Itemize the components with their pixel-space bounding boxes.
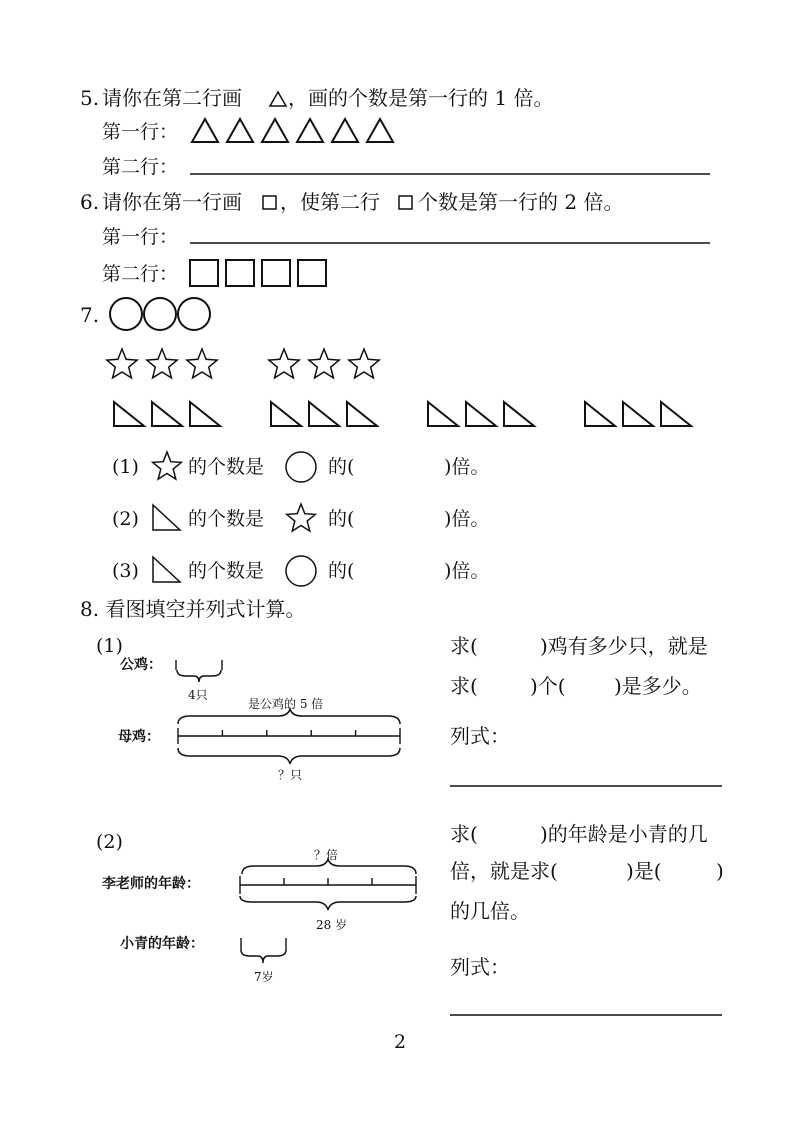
teacher-label: 李老师的年龄： bbox=[102, 876, 200, 892]
hen-label: 母鸡： bbox=[118, 729, 160, 745]
qing-bar bbox=[240, 936, 290, 968]
star-icon bbox=[147, 349, 177, 378]
right-triangle-icon bbox=[623, 402, 653, 426]
q8-title: 8. 看图填空并列式计算。 bbox=[80, 597, 306, 621]
qing-value: 7岁 bbox=[254, 970, 274, 984]
right-triangle-icon bbox=[661, 402, 691, 426]
q7-answer-blank[interactable] bbox=[360, 556, 442, 584]
q7-stars bbox=[106, 346, 396, 382]
triangle-icon bbox=[192, 119, 218, 142]
circle-icon bbox=[178, 298, 210, 330]
q7-item-number: (3) bbox=[112, 560, 139, 582]
square-icon bbox=[190, 260, 218, 286]
p1-formula-line[interactable] bbox=[450, 784, 724, 788]
q5-row1-triangles bbox=[190, 116, 410, 146]
right-triangle-icon bbox=[114, 402, 144, 426]
triangle-icon bbox=[367, 119, 393, 142]
right-triangle-icon bbox=[271, 402, 301, 426]
p2-ask-f: 的几倍。 bbox=[450, 899, 530, 923]
q7-item-end: )倍。 bbox=[444, 508, 490, 530]
circle-icon bbox=[110, 298, 142, 330]
q6-row2-squares bbox=[188, 258, 338, 288]
page-number: 2 bbox=[394, 1031, 407, 1053]
q7-item-text: 的个数是 bbox=[188, 508, 265, 530]
q7-item-of: 的( bbox=[328, 560, 355, 582]
right-triangle-icon bbox=[309, 402, 339, 426]
q7-item-number: (2) bbox=[112, 508, 139, 530]
teacher-top-label: ？倍 bbox=[314, 848, 339, 862]
right-triangle-icon bbox=[152, 402, 182, 426]
p2-ask-a: 求( bbox=[450, 822, 478, 846]
right-triangle-icon bbox=[585, 402, 615, 426]
q7-item-end: )倍。 bbox=[444, 560, 490, 582]
q6-text-c: 个数是第一行的 2 倍。 bbox=[418, 190, 624, 214]
q5-row2-answer-line[interactable] bbox=[190, 172, 712, 176]
q7-item-end: )倍。 bbox=[444, 456, 490, 478]
q7-circles bbox=[108, 296, 228, 332]
q5-row2-label: 第二行： bbox=[102, 156, 179, 178]
q7-answer-blank[interactable] bbox=[360, 452, 442, 480]
star-icon bbox=[150, 450, 184, 484]
hen-bottom-label: ？只 bbox=[278, 768, 303, 782]
star-icon bbox=[187, 349, 217, 378]
p1-ask-b: )鸡有多少只，就是 bbox=[540, 634, 708, 658]
teacher-bottom-label: 28 岁 bbox=[316, 918, 348, 932]
q5-number: 5. bbox=[80, 86, 100, 110]
triangle-icon bbox=[227, 119, 253, 142]
q5-text-b: ，画的个数是第一行的 1 倍。 bbox=[288, 86, 554, 110]
hen-bar bbox=[176, 708, 406, 768]
q7-item-text: 的个数是 bbox=[188, 456, 265, 478]
right-triangle-icon bbox=[347, 402, 377, 426]
p1-formula-label: 列式： bbox=[450, 724, 510, 748]
star-icon bbox=[309, 349, 339, 378]
square-icon bbox=[298, 260, 326, 286]
rooster-bar bbox=[176, 658, 226, 688]
q7-number: 7. bbox=[80, 303, 100, 327]
star-icon bbox=[269, 349, 299, 378]
square-icon bbox=[262, 195, 278, 211]
triangle-icon bbox=[262, 119, 288, 142]
qing-label: 小青的年龄： bbox=[120, 936, 204, 952]
teacher-bar bbox=[238, 858, 423, 912]
right-triangle-icon bbox=[150, 554, 184, 588]
q6-text-b: ，使第二行 bbox=[280, 190, 380, 214]
right-triangle-icon bbox=[428, 402, 458, 426]
hen-top-label: 是公鸡的 5 倍 bbox=[248, 697, 324, 711]
square-icon bbox=[262, 260, 290, 286]
p2-ask-c: 倍，就是求( bbox=[450, 859, 558, 883]
p2-formula-line[interactable] bbox=[450, 1013, 724, 1017]
q7-answer-blank[interactable] bbox=[360, 504, 442, 532]
square-icon bbox=[398, 195, 414, 211]
square-icon bbox=[226, 260, 254, 286]
triangle-icon bbox=[332, 119, 358, 142]
triangle-icon bbox=[268, 90, 288, 108]
p2-ask-b: )的年龄是小青的几 bbox=[540, 822, 708, 846]
q8-p2-number: (2) bbox=[96, 831, 123, 853]
p2-ask-d: )是( bbox=[626, 859, 662, 883]
q7-item-of: 的( bbox=[328, 456, 355, 478]
right-triangle-icon bbox=[466, 402, 496, 426]
star-icon bbox=[107, 349, 137, 378]
q7-item-number: (1) bbox=[112, 456, 139, 478]
right-triangle-icon bbox=[190, 402, 220, 426]
p1-ask-e: )是多少。 bbox=[614, 674, 702, 698]
right-triangle-icon bbox=[504, 402, 534, 426]
circle-icon bbox=[144, 298, 176, 330]
q6-row1-answer-line[interactable] bbox=[190, 241, 712, 245]
q5-text-a: 请你在第二行画 bbox=[102, 86, 242, 110]
p1-ask-d: )个( bbox=[530, 674, 566, 698]
right-triangle-icon bbox=[150, 502, 184, 536]
triangle-icon bbox=[297, 119, 323, 142]
q7-right-triangles bbox=[112, 398, 702, 432]
circle-icon bbox=[284, 450, 318, 484]
q6-number: 6. bbox=[80, 190, 100, 214]
circle-icon bbox=[284, 554, 318, 588]
p1-ask-c: 求( bbox=[450, 674, 478, 698]
q6-text-a: 请你在第一行画 bbox=[102, 190, 242, 214]
p1-ask-a: 求( bbox=[450, 634, 478, 658]
q7-item-text: 的个数是 bbox=[188, 560, 265, 582]
q5-row1-label: 第一行： bbox=[102, 121, 179, 143]
rooster-value: 4只 bbox=[188, 688, 208, 702]
p2-ask-e: ) bbox=[716, 859, 724, 883]
rooster-label: 公鸡： bbox=[120, 657, 162, 673]
p2-formula-label: 列式： bbox=[450, 955, 510, 979]
q7-item-of: 的( bbox=[328, 508, 355, 530]
star-icon bbox=[284, 502, 318, 536]
q8-p1-number: (1) bbox=[96, 635, 123, 657]
q6-row2-label: 第二行： bbox=[102, 263, 179, 285]
star-icon bbox=[349, 349, 379, 378]
q6-row1-label: 第一行： bbox=[102, 226, 179, 248]
